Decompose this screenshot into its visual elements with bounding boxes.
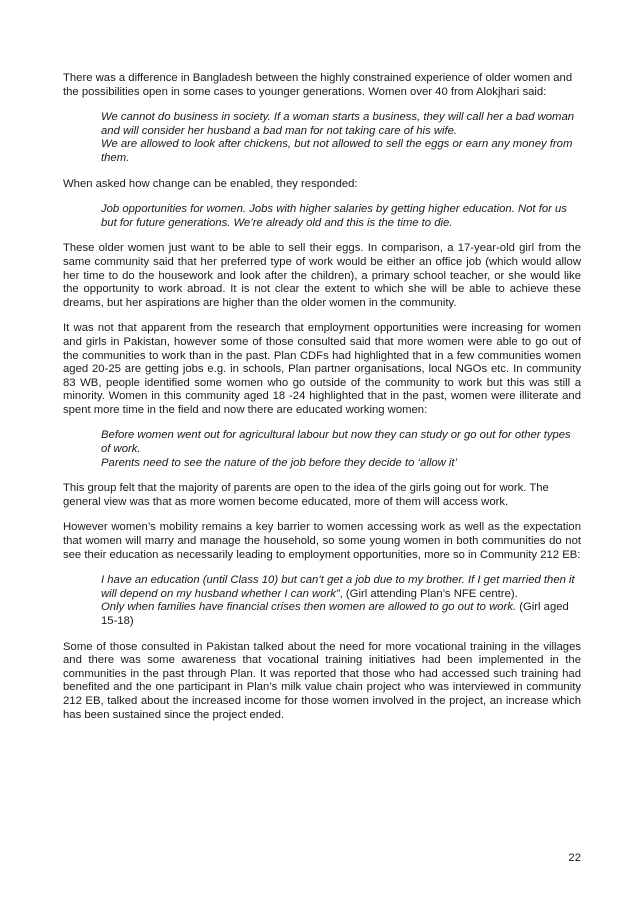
page-number: 22 (568, 852, 581, 864)
paragraph-older-women-eggs: These older women just want to be able to sell their eggs. In comparison, a 17-year-old girl from the same community said that her preferred type of work would be either an office job (which would allow her time to do the housework and look after the children), a primary school teacher, or she would like the opportunity to work abroad. It is not clear the extent to which she will be able to achieve these dreams, but her aspirations are higher than the older women in the community. (63, 242, 581, 309)
quote-agricultural-labour: Before women went out for agricultural labour but now they can study or go out for other types of work. (101, 429, 571, 456)
quote-parents-allow: Parents need to see the nature of the job before they decide to ‘allow it’ (101, 456, 458, 469)
quote-job-opportunities: Job opportunities for women. Jobs with higher salaries by getting higher education. Not for us but for future generations. We’re already old and this is the time to die. (101, 203, 567, 229)
quote-block-212eb (63, 574, 581, 628)
paragraph-pakistan-employment: It was not that apparent from the research that employment opportunities were increasing for women and girls in Pakistan, however some of those consulted said that more women were able to go out of the communities to work than in the past. Plan CDFs had highlighted that in a few communities women aged 20-25 are getting jobs e.g. in schools, Plan partner organisations, local NGOs etc. In community 83 WB, people identified some women who go outside of the community to work but this was still a minority. Women in this community aged 18 -24 highlighted that in the past, women were illiterate and spent more time in the field and now there are educated working women: (63, 322, 581, 416)
quote-education-brother (101, 574, 581, 601)
paragraph-mobility-barrier: However women’s mobility remains a key barrier to women accessing work as well as the expectation that women will marry and manage the household, so some young women in both communities do not see their education as necessarily leading to employment opportunities, more so in Community 212 EB: (63, 521, 581, 561)
paragraph-vocational-training: Some of those consulted in Pakistan talked about the need for more vocational training in the villages and there was some awareness that vocational training initiatives had been implemented in the communities in the past through Plan. It was reported that those who had accessed such training had benefited and the one participant in Plan’s milk value chain project who was interviewed in community 212 EB, talked about the increased income for those women involved in the project, an increase which has been sustained since the project ended. (63, 640, 581, 721)
quote-business: We cannot do business in society. If a woman starts a business, they will call her a bad woman and will consider her husband a bad man for not taking care of his wife. (101, 111, 575, 137)
paragraph-parents-open: This group felt that the majority of parents are open to the idea of the girls going out for work. The general view was that as more women become educated, more of them will access work. (63, 482, 549, 508)
quote-education-brother-attribution: , (Girl attending Plan’s NFE centre). (339, 587, 518, 600)
quote-chickens: We are allowed to look after chickens, but not allowed to sell the eggs or earn any money from them. (101, 138, 573, 164)
quote-block-alokjhari (63, 111, 581, 165)
paragraph-change-question: When asked how change can be enabled, they responded: (63, 177, 358, 190)
paragraph-bangladesh-intro: There was a difference in Bangladesh between the highly constrained experience of older women and the possibilities open in some cases to younger generations. Women over 40 from Alokjhari said: (63, 72, 573, 98)
quote-financial-crises (101, 601, 581, 628)
quote-financial-crises-attribution: (Girl aged 15-18) (101, 601, 569, 627)
quote-financial-crises-text: Only when families have financial crises then women are allowed to go out to work. (101, 601, 517, 614)
quote-education-brother-text: I have an education (until Class 10) but can’t get a job due to my brother. If I get married then it will depend on my husband whether I can work” (101, 574, 575, 600)
quote-block-educated-women (63, 429, 581, 470)
